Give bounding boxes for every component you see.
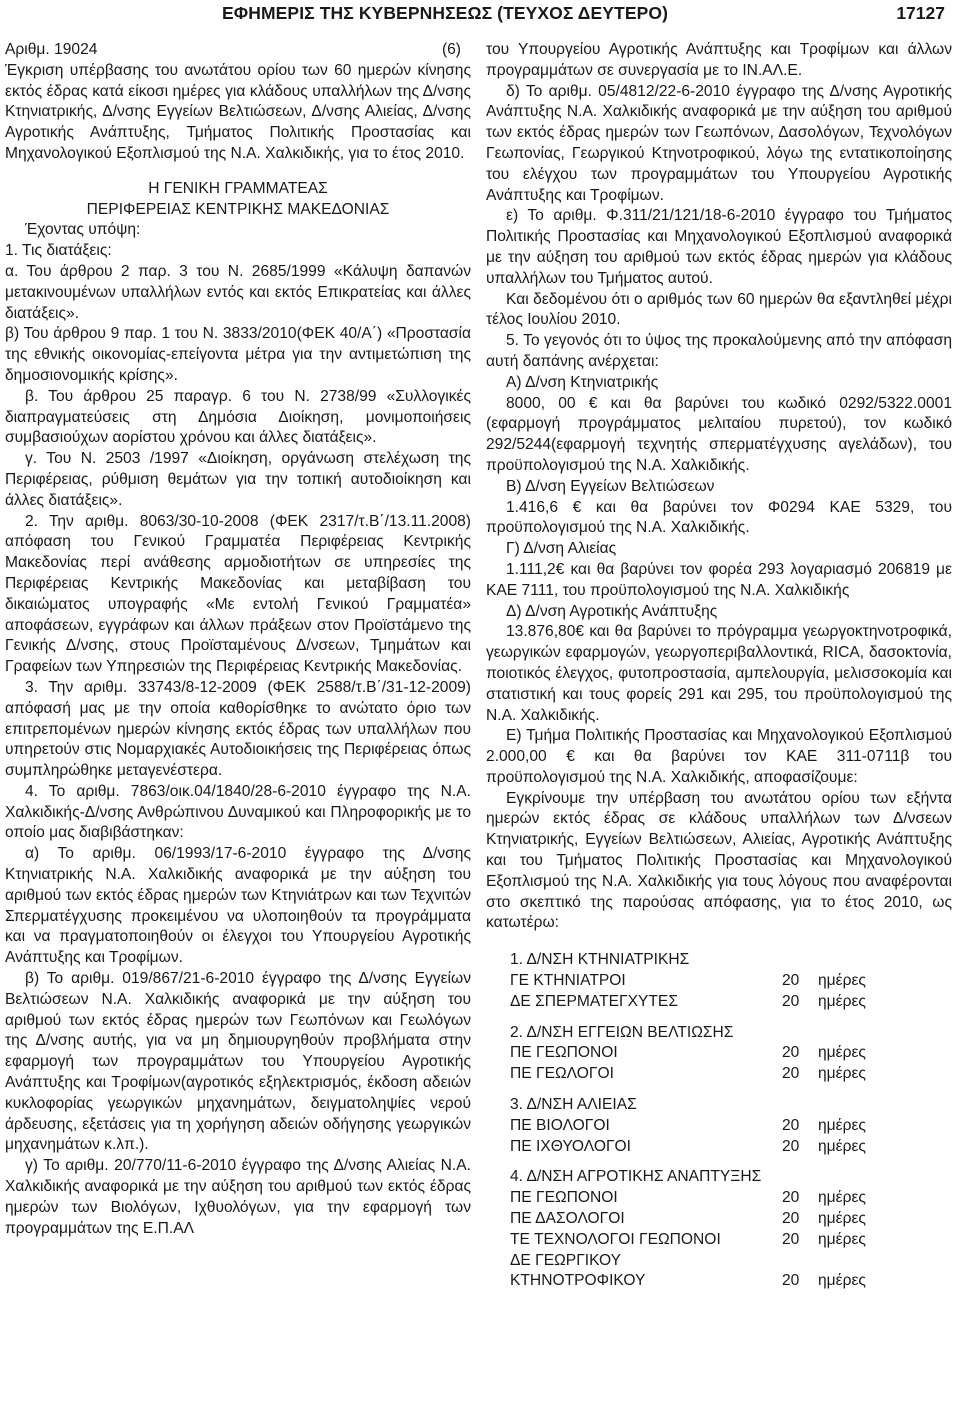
days-unit: ημέρες <box>818 1272 866 1290</box>
days-unit: ημέρες <box>818 1044 866 1062</box>
days-count: 20 <box>782 1230 800 1248</box>
table-group-heading: 4. Δ/ΝΣΗ ΑΓΡΟΤΙΚΗΣ ΑΝΑΠΤΥΞΗΣ <box>510 1168 762 1186</box>
page-header <box>0 0 960 34</box>
table-row <box>486 1043 952 1064</box>
days-count: 20 <box>782 992 800 1010</box>
cost-d-text: 13.876,80€ και θα βαρύνει το πρόγραμμα γεωργοκτηνοτροφικά, γεωργικών εφαρμογών, γεωργοπεριβαλλοντικά, RICA, δασοκτονία, ποιοτικός έλεγχος, φυτοπροστασία, αμπελουργία, μελισσοκομία και στατιστική και τους φορείς 291 και 295, του προϋπολογισμού της Ν.Α. Χαλκιδικής. <box>486 623 952 724</box>
table-row <box>486 1137 952 1158</box>
specialty-name: ΔΕ ΓΕΩΡΓΙΚΟΥ <box>510 1251 622 1269</box>
table-row <box>486 1230 952 1251</box>
days-count: 20 <box>782 972 800 990</box>
days-unit: ημέρες <box>818 992 866 1010</box>
authority-line-2: ΠΕΡΙΦΕΡΕΙΑΣ ΚΕΝΤΡΙΚΗΣ ΜΑΚΕΔΟΝΙΑΣ <box>86 200 390 218</box>
days-unit: ημέρες <box>818 1210 866 1228</box>
paragraph-4e: ε) Το αριθμ. Φ.311/21/121/18-6-2010 έγγραφο του Τμήματος Πολιτικής Προστασίας και Μηχανολογικού Εξοπλισμού αναφορικά με την αύξηση του αριθμού των εκτός έδρας ημερών για κλάδους υπαλλήλων του Τμήματος αυτού. <box>486 207 952 287</box>
days-count: 20 <box>782 1044 800 1062</box>
table-row <box>486 971 952 992</box>
table-group <box>486 1095 952 1157</box>
specialty-name: ΠΕ ΓΕΩΛΟΓΟΙ <box>510 1065 614 1083</box>
days-count: 20 <box>782 1210 800 1228</box>
days-unit: ημέρες <box>818 1189 866 1207</box>
cost-d-title: Δ) Δ/νση Αγροτικής Ανάπτυξης <box>506 602 718 620</box>
table-row <box>486 1251 952 1272</box>
specialty-name: ΔΕ ΣΠΕΡΜΑΤΕΓΧΥΤΕΣ <box>510 992 678 1010</box>
decision-header <box>5 40 471 61</box>
paragraph-1c: β. Του άρθρου 25 παραγρ. 6 του Ν. 2738/99 «Συλλογικές διαπραγματεύσεις στη Δημόσια Διοίκηση, μονιμοποιήσεις συμβασιούχων αορίστου χρόνου και άλλες διατάξεις». <box>5 387 471 447</box>
paragraph-5: 5. Το γεγονός ότι το ύψος της προκαλούμενης από την απόφαση αυτή δαπάνης ανέρχεται: <box>486 332 952 370</box>
cost-e-text: Ε) Τμήμα Πολιτικής Προστασίας και Μηχανολογικού Εξοπλισμού 2.000,00 € και θα βαρύνει τον ΚΑΕ 311-0711β του προϋπολογισμού της Ν.Α. Χαλκιδικής, αποφασίζουμε: <box>486 727 952 786</box>
specialty-name: ΚΤΗΝΟΤΡΟΦΙΚΟΥ <box>510 1272 646 1290</box>
cost-c-text: 1.111,2€ και θα βαρύνει τον φορέα 293 λογαριασμό 206819 με ΚΑΕ 7111, του προϋπολογισμού της Ν.Α. Χαλκιδικής <box>486 560 952 599</box>
table-group <box>486 1167 952 1292</box>
paragraph-1a: α. Του άρθρου 2 παρ. 3 του Ν. 2685/1999 «Κάλυψη δαπανών μετακινουμένων υπαλλήλων εντός και εκτός Επικρατείας και άλλες διατάξεις». <box>5 262 471 322</box>
table-row <box>486 1188 952 1209</box>
days-unit: ημέρες <box>818 1230 866 1248</box>
paragraph-1: 1. Τις διατάξεις: <box>5 242 112 260</box>
paragraph-4d: δ) Το αριθμ. 05/4812/22-6-2010 έγγραφο της Δ/νσης Αγροτικής Ανάπτυξης Ν.Α. Χαλκιδικής αναφορικά με την αύξηση του αριθμού των εκτός έδρας ημερών των Γεωπόνων, Δασολόγων, Τεχνολόγων Γεωπονίας, Γεωργικού Κτηνοτροφικού, λόγω της εντατικοποίησης του ελέγχου των προγραμμάτων του Υπουργείου Αγροτικής Ανάπτυξης και Τροφίμων. <box>486 82 952 204</box>
table-group <box>486 950 952 1012</box>
days-count: 20 <box>782 1272 800 1290</box>
table-row <box>486 1064 952 1085</box>
table-row <box>486 1209 952 1230</box>
days-count <box>782 1251 818 1272</box>
having-regard: Έχοντας υπόψη: <box>25 221 141 239</box>
days-unit: ημέρες <box>818 1116 866 1134</box>
specialty-name: ΠΕ ΓΕΩΠΟΝΟΙ <box>510 1044 618 1062</box>
days-table <box>486 950 952 1292</box>
days-unit: ημέρες <box>818 1065 866 1083</box>
specialty-name: ΤΕ ΤΕΧΝΟΛΟΓΟΙ ΓΕΩΠΟΝΟΙ <box>510 1230 721 1248</box>
specialty-name: ΠΕ ΒΙΟΛΟΓΟΙ <box>510 1116 610 1134</box>
gazette-title: ΕΦΗΜΕΡΙΣ ΤΗΣ ΚΥΒΕΡΝΗΣΕΩΣ (ΤΕΥΧΟΣ ΔΕΥΤΕΡΟ) <box>222 3 669 23</box>
table-row <box>486 992 952 1013</box>
paragraph-4c: γ) Το αριθμ. 20/770/11-6-2010 έγγραφο της Δ/νσης Αλιείας Ν.Α. Χαλκιδικής αναφορικά με την αύξηση του αριθμού των εκτός έδρας ημερών των Βιολόγων, Ιχθυολόγων, για την εφαρμογή των προγραμμάτων της Ε.Π.ΑΛ <box>5 1157 471 1237</box>
specialty-name: ΓΕ ΚΤΗΝΙΑΤΡΟΙ <box>510 972 626 990</box>
cost-b-text: 1.416,6 € και θα βαρύνει τον Φ0294 ΚΑΕ 5329, του προϋπολογισμού της Ν.Α. Χαλκιδικής. <box>486 498 952 537</box>
left-column <box>5 40 471 1239</box>
paragraph-4c-continued: του Υπουργείου Αγροτικής Ανάπτυξης και Τροφίμων και άλλων προγραμμάτων σε συνεργασία με το ΙΝ.ΑΛ.Ε. <box>486 41 952 79</box>
table-group-heading: 3. Δ/ΝΣΗ ΑΛΙΕΙΑΣ <box>510 1096 637 1114</box>
days-count: 20 <box>782 1116 800 1134</box>
paragraph-2: 2. Την αριθμ. 8063/30-10-2008 (ΦΕΚ 2317/τ.Β΄/13.11.2008) απόφαση του Γενικού Γραμματέα Περιφέρειας Κεντρικής Μακεδονίας περί ανάθεσης αρμοδιοτήτων σε υπηρεσίες της Περιφέρειας Κεντρικής Μακεδονίας και μεταβίβαση του δικαιώματος υπογραφής «Με εντολή Γενικού Γραμματέα» αποφάσεων, εγγράφων και άλλων πράξεων στον Προϊστάμενο της Γενικής Δ/νσης, στους Προϊσταμένους Δ/νσεων, Τμημάτων και Γραφείων των Υπηρεσιών της Περιφέρειας Κεντρικής Μακεδονίας. <box>5 512 471 676</box>
paragraph-given: Και δεδομένου ότι ο αριθμός των 60 ημερών θα εξαντληθεί μέχρι τέλος Ιουλίου 2010. <box>486 290 952 329</box>
paragraph-4a: α) Το αριθμ. 06/1993/17-6-2010 έγγραφο της Δ/νσης Κτηνιατρικής Ν.Α. Χαλκιδικής αναφορικά με την αύξηση του αριθμού των εκτός έδρας ημερών των Κτηνιάτρων και των Τεχνιτών Σπερματέγχυσης προκειμένου να υλοποιηθούν τα προγράμματα και να πραγματοποιηθούν οι έλεγχοι του Υπουργείου Αγροτικής Ανάπτυξης και Τροφίμων. <box>5 845 471 967</box>
right-column <box>486 40 952 1292</box>
table-group-heading: 1. Δ/ΝΣΗ ΚΤΗΝΙΑΤΡΙΚΗΣ <box>510 951 690 969</box>
days-count: 20 <box>782 1065 800 1083</box>
page-number: 17127 <box>896 3 945 23</box>
specialty-name: ΠΕ ΔΑΣΟΛΟΓΟΙ <box>510 1210 625 1228</box>
specialty-name: ΠΕ ΙΧΘΥΟΛΟΓΟΙ <box>510 1137 631 1155</box>
table-group <box>486 1023 952 1085</box>
cost-c-title: Γ) Δ/νση Αλιείας <box>506 540 617 558</box>
paragraph-3: 3. Την αριθμ. 33743/8-12-2009 (ΦΕΚ 2588/τ.Β΄/31-12-2009) απόφασή μας με την οποία καθορίσθηκε το ανώτατο όριο των επιτρεπομένων ημερών κίνησης εκτός έδρας των υπαλλήλων που υπηρετούν στις Νομαρχιακές Αυτοδιοικήσεις της Περιφέρειας όπως συμπληρώθηκε μεταγενέστερα. <box>5 678 471 780</box>
paragraph-4b: β) Το αριθμ. 019/867/21-6-2010 έγγραφο της Δ/νσης Εγγείων Βελτιώσεων Ν.Α. Χαλκιδικής αναφορικά με την αύξηση του αριθμού των εκτός έδρας ημερών των Γεωπόνων και Γεωλόγων της Δ/νσης αυτής, για να μη δημιουργηθούν προβλήματα στην εφαρμογή των προγραμμάτων του Υπουργείου Αγροτικής Ανάπτυξης και Τροφίμων(αγροτικός εξηλεκτρισμός, έκδοση αδειών κυκλοφορίας γεωργικών μηχανημάτων, δειγματοληψίες νερού άρδευσης, εξετάσεις για τη χορήγηση αδειών οδήγησης γεωργικών μηχανημάτων κ.λπ.). <box>5 970 471 1154</box>
approval-paragraph: Εγκρίνουμε την υπέρβαση του ανωτάτου ορίου των εξήντα ημερών εκτός έδρας σε κλάδους υπαλλήλων των Δ/νσεων Κτηνιατρικής, Εγγείων Βελτιώσεων, Αλιείας, Αγροτικής Ανάπτυξης και του Τμήματος Πολιτικής Προστασίας και Μηχανολογικού Εξοπλισμού της Ν.Α. Χαλκιδικής για τους λόγους που αναφέρονται στο σκεπτικό της παρούσας απόφασης, για το έτος 2010, ως κατωτέρω: <box>486 789 952 932</box>
table-row <box>486 1116 952 1137</box>
decision-intro: Έγκριση υπέρβασης του ανωτάτου ορίου των 60 ημερών κίνησης εκτός έδρας κατά είκοσι ημέρες για κλάδους υπαλλήλων της Δ/νσης Κτηνιατρικής, Δ/νσης Εγγείων Βελτιώσεων, Δ/νσης Αλιείας, Δ/νσης Αγροτικής Ανάπτυξης, Τμήματος Πολιτικής Προστασίας και Μηχανολογικού Εξοπλισμού της Ν.Α. Χαλκιδικής, για το έτος 2010. <box>5 61 471 162</box>
cost-b-title: Β) Δ/νση Εγγείων Βελτιώσεων <box>506 477 715 495</box>
decision-index: (6) <box>441 41 461 58</box>
cost-a-title: Α) Δ/νση Κτηνιατρικής <box>506 373 659 391</box>
table-group-heading: 2. Δ/ΝΣΗ ΕΓΓΕΙΩΝ ΒΕΛΤΙΩΣΗΣ <box>510 1023 734 1041</box>
days-count: 20 <box>782 1189 800 1207</box>
decision-number: Αριθμ. 19024 <box>5 41 98 58</box>
table-row <box>486 1271 952 1292</box>
paragraph-1b: β) Του άρθρου 9 παρ. 1 του Ν. 3833/2010(ΦΕΚ 40/Α΄) «Προστασία της εθνικής οικονομίας-επείγοντα μέτρα για την αντιμετώπιση της δημοσιονομικής κρίσης». <box>5 325 471 384</box>
paragraph-1d: γ. Του Ν. 2503 /1997 «Διοίκηση, οργάνωση στελέχωση της Περιφέρειας, ρύθμιση θεμάτων για την τοπική αυτοδιοίκηση και άλλες διατάξεις». <box>5 450 471 509</box>
days-unit: ημέρες <box>818 1137 866 1155</box>
days-unit: ημέρες <box>818 972 866 990</box>
cost-a-text: 8000, 00 € και θα βαρύνει του κωδικό 0292/5322.0001 (εφαρμογή προγράμματος μελιταίου πυρετού), τον κωδικό 292/5244(εφαρμογή τεχνητής σπερματέγχυσης αγελάδων), του προϋπολογισμού της Ν.Α. Χαλκιδικής. <box>486 394 952 474</box>
days-count: 20 <box>782 1137 800 1155</box>
authority-line-1: Η ΓΕΝΙΚΗ ΓΡΑΜΜΑΤΕΑΣ <box>148 179 328 197</box>
specialty-name: ΠΕ ΓΕΩΠΟΝΟΙ <box>510 1189 618 1207</box>
paragraph-4: 4. Το αριθμ. 7863/οικ.04/1840/28-6-2010 έγγραφο της Ν.Α. Χαλκιδικής-Δ/νσης Ανθρώπινου Δυναμικού και Πληροφορικής με το οποίο μας διαβιβάστηκαν: <box>5 782 471 842</box>
